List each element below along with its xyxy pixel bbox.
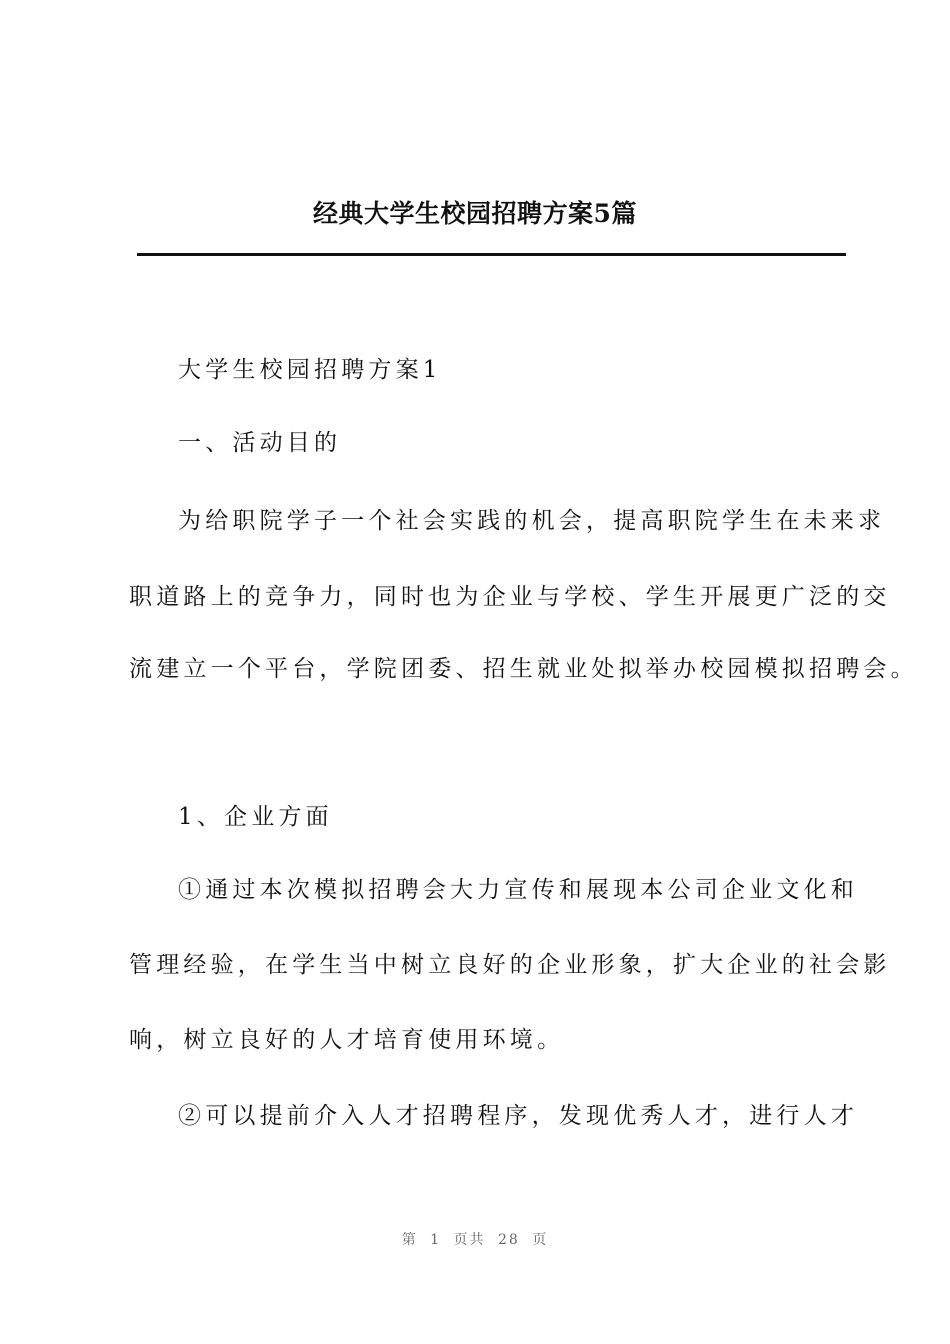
paragraph-line: 职道路上的竞争力，同时也为企业与学校、学生开展更广泛的交 <box>129 584 891 610</box>
paragraph-line: 流建立一个平台，学院团委、招生就业处拟举办校园模拟招聘会。 <box>129 656 918 682</box>
paragraph-line: 为给职院学子一个社会实践的机会，提高职院学生在未来求 <box>178 508 886 534</box>
paragraph-line: ①通过本次模拟招聘会大力宣传和展现本公司企业文化和 <box>178 877 858 903</box>
document-title: 经典大学生校园招聘方案5篇 <box>313 199 637 228</box>
paragraph-line: 响，树立良好的人才培育使用环境。 <box>129 1027 565 1053</box>
page-number-footer: 第 1 页共 28 页 <box>401 1232 549 1248</box>
paragraph-line: ②可以提前介入人才招聘程序，发现优秀人才，进行人才 <box>178 1103 858 1129</box>
section-heading: 大学生校园招聘方案1 <box>178 357 442 383</box>
subsection-heading: 1、企业方面 <box>178 804 333 830</box>
subsection-heading: 一、活动目的 <box>178 430 342 456</box>
paragraph-line: 管理经验，在学生当中树立良好的企业形象，扩大企业的社会影 <box>129 952 891 978</box>
title-underline <box>137 253 846 256</box>
